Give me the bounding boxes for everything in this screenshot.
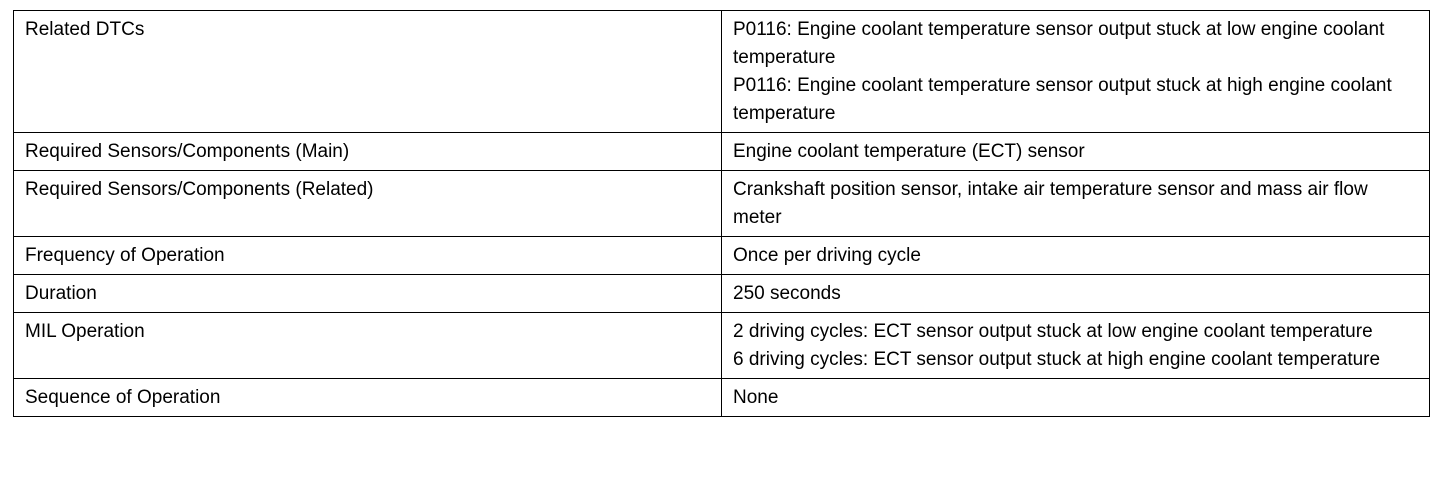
spec-table [13, 10, 1430, 417]
row-value [722, 133, 1430, 171]
row-label: Duration [14, 275, 722, 313]
value-line: Once per driving cycle [733, 245, 921, 266]
row-label: Required Sensors/Components (Main) [14, 133, 722, 171]
row-value [722, 171, 1430, 237]
row-label: Sequence of Operation [14, 379, 722, 417]
table-row-mil-operation [14, 313, 1430, 379]
table-row-required-sensors-related [14, 171, 1430, 237]
row-value [722, 313, 1430, 379]
value-line: P0116: Engine coolant temperature sensor output stuck at high engine coolant temperature [733, 75, 1392, 124]
table-row-sequence [14, 379, 1430, 417]
table-row-required-sensors-main [14, 133, 1430, 171]
value-line: 6 driving cycles: ECT sensor output stuck at high engine coolant temperature [733, 349, 1381, 370]
row-value [722, 11, 1430, 133]
value-line: 2 driving cycles: ECT sensor output stuck at low engine coolant temperature [733, 321, 1373, 342]
row-label: Frequency of Operation [14, 237, 722, 275]
table-row-related-dtcs [14, 11, 1430, 133]
value-line: Engine coolant temperature (ECT) sensor [733, 141, 1085, 162]
value-line: Crankshaft position sensor, intake air temperature sensor and mass air flow meter [733, 179, 1368, 228]
row-value [722, 237, 1430, 275]
table-row-duration [14, 275, 1430, 313]
table-row-frequency [14, 237, 1430, 275]
row-label: Required Sensors/Components (Related) [14, 171, 722, 237]
row-label: MIL Operation [14, 313, 722, 379]
value-line: P0116: Engine coolant temperature sensor output stuck at low engine coolant temperature [733, 19, 1385, 68]
value-line: None [733, 387, 779, 408]
row-value [722, 275, 1430, 313]
value-line: 250 seconds [733, 283, 841, 304]
row-label: Related DTCs [14, 11, 722, 133]
row-value [722, 379, 1430, 417]
